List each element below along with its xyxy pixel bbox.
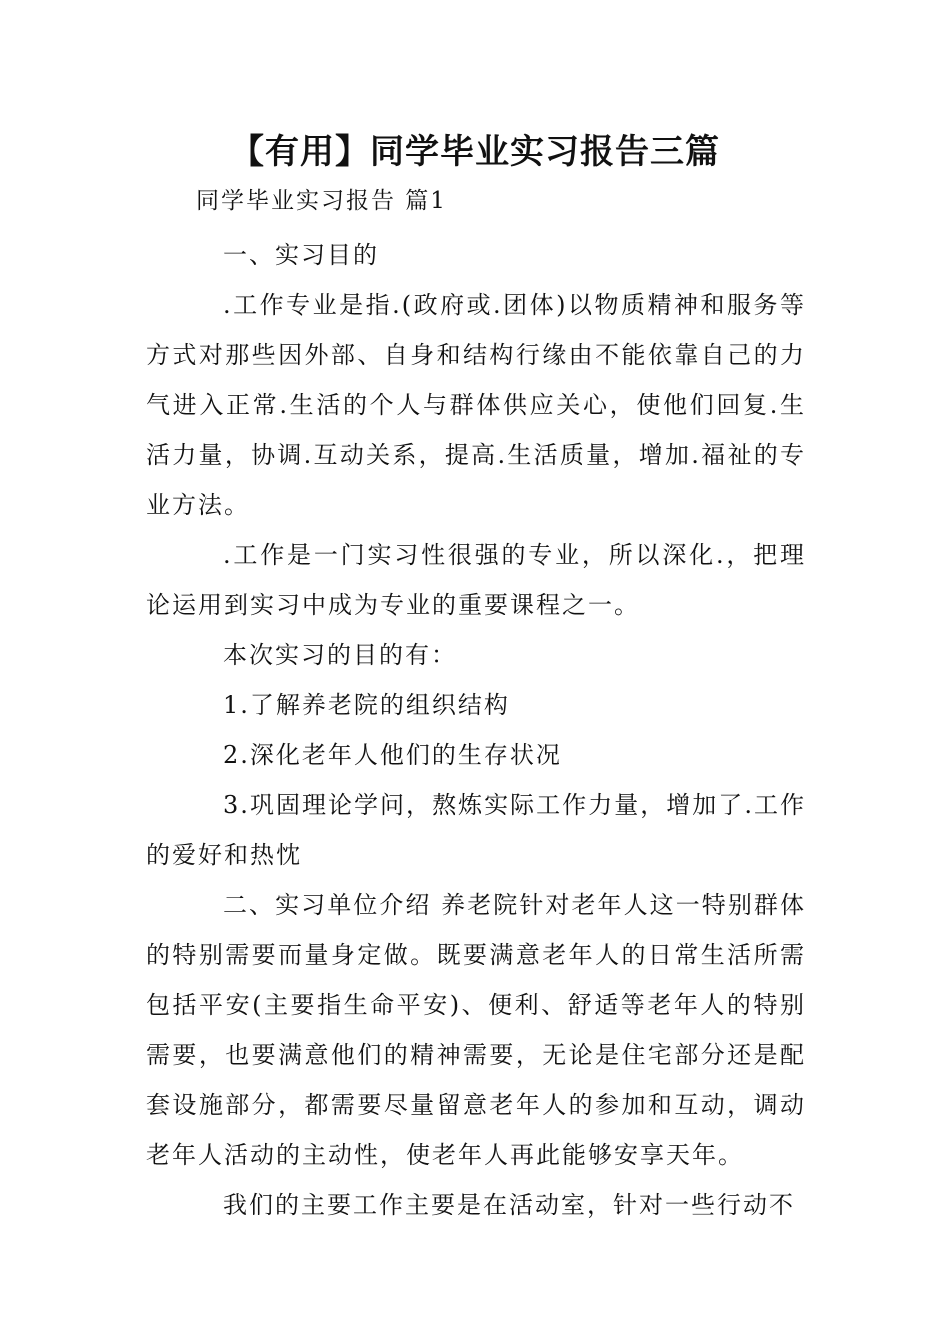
paragraph-section-heading-1: 一、实习目的 (223, 241, 379, 269)
paragraph-goal-1: 1.了解养老院的组织结构 (223, 691, 510, 719)
document-subtitle: 同学毕业实习报告 篇1 (196, 188, 447, 214)
paragraph-goal-3: 3.巩固理论学问，熬炼实际工作力量，增加了.工作的爱好和热忱 (146, 791, 806, 869)
paragraph-unit-intro: 二、实习单位介绍 养老院针对老年人这一特别群体的特别需要而量身定做。既要满意老年人的日常生活所需包括平安(主要指生命平安)、便利、舒适等老年人的特别需要，也要满意他们的精神需要，无论是住宅部分还是配套设施部分，都需要尽量留意老年人的参加和互动，调动老年人活动的主动性，使老年人再此能够安享天年。 (146, 891, 806, 1169)
paragraph-definition: .工作专业是指.(政府或.团体)以物质精神和服务等方式对那些因外部、自身和结构行缘由不能依靠自己的力气进入正常.生活的个人与群体供应关心，使他们回复.生活力量，协调.互动关系，提高.生活质量，增加.福祉的专业方法。 (146, 291, 806, 519)
paragraph-goals-intro: 本次实习的目的有： (223, 641, 457, 669)
paragraph-importance: .工作是一门实习性很强的专业，所以深化.，把理论运用到实习中成为专业的重要课程之一。 (146, 541, 806, 619)
paragraph-work-description: 我们的主要工作主要是在活动室，针对一些行动不 (223, 1191, 795, 1219)
document-body (146, 230, 806, 1230)
document-title: 【有用】同学毕业实习报告三篇 (230, 132, 720, 172)
paragraph-goal-2: 2.深化老年人他们的生存状况 (223, 741, 562, 769)
